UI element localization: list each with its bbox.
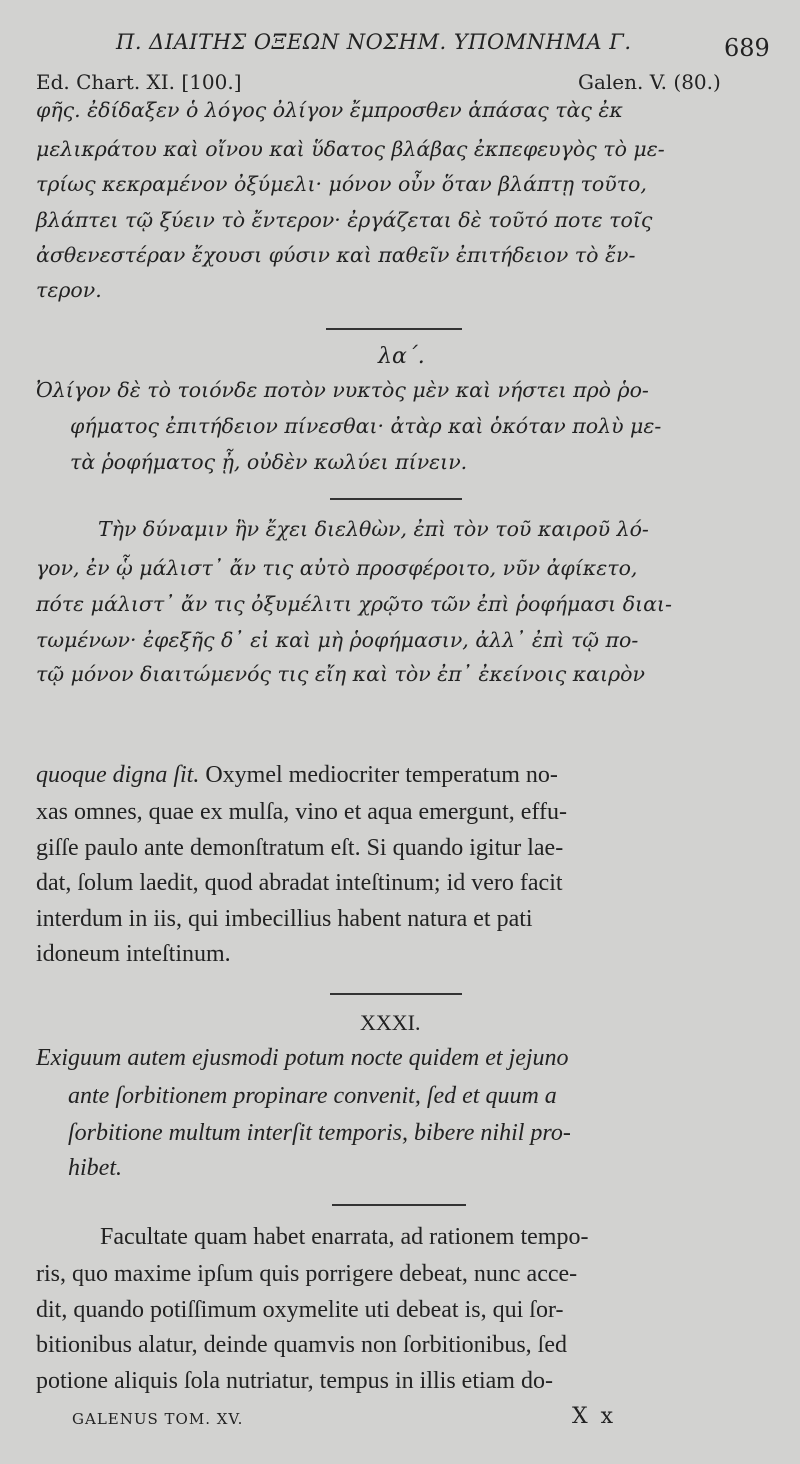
latin-italic-line: ſorbitione multum interſit temporis, bibere nihil pro- [68, 1120, 571, 1146]
latin-line-text: Oxymel mediocriter temperatum no- [199, 762, 558, 788]
printer-signature: GALENUS TOM. XV. [72, 1410, 244, 1428]
greek-line: γον, ἐν ᾧ μάλιστ᾽ ἄν τις αὐτὸ προσφέροιτο, νῦν ἀφίκετο, [36, 556, 638, 580]
greek-line: τερον. [36, 278, 102, 302]
greek-line: Τὴν δύναμιν ἣν ἔχει διελθὼν, ἐπὶ τὸν τοῦ καιροῦ λό- [98, 517, 649, 541]
latin-line [36, 762, 558, 789]
latin-line: idoneum inteſtinum. [36, 941, 231, 967]
latin-line: interdum in iis, qui imbecillius habent natura et pati [36, 906, 533, 932]
latin-line: dat, ſolum laedit, quod abradat inteſtinum; id vero facit [36, 870, 563, 896]
greek-line: φῆς. ἐδίδαξεν ὁ λόγος ὀλίγον ἔμπροσθεν ἁπάσας τὰς ἐκ [36, 98, 623, 122]
greek-line: μελικράτου καὶ οἴνου καὶ ὕδατος βλάβας ἐκπεφευγὸς τὸ με- [36, 137, 665, 161]
greek-line: τωμένων· ἐφεξῆς δ᾽ εἰ καὶ μὴ ῥοφήμασιν, ἀλλ᾽ ἐπὶ τῷ πο- [36, 628, 639, 652]
section-divider [332, 1204, 466, 1206]
greek-section-number: λα΄. [378, 344, 425, 369]
greek-line: πότε μάλιστ᾽ ἄν τις ὀξυμέλιτι χρῷτο τῶν ἐπὶ ῥοφήμασι διαι- [36, 592, 672, 616]
section-divider [326, 328, 462, 330]
latin-line: bitionibus alatur, deinde quamvis non ſorbitionibus, ſed [36, 1332, 567, 1358]
latin-italic-line: Exiguum autem ejusmodi potum nocte quidem et jejuno [36, 1045, 569, 1071]
greek-line: Ὀλίγον δὲ τὸ τοιόνδε ποτὸν νυκτὸς μὲν καὶ νήστει πρὸ ῥο- [36, 378, 649, 402]
greek-line: τὰ ῥοφήματος ᾖ, οὐδὲν κωλύει πίνειν. [70, 450, 468, 474]
greek-line: τρίως κεκραμένον ὀξύμελι· μόνον οὖν ὅταν βλάπτῃ τοῦτο, [36, 172, 647, 196]
greek-line: βλάπτει τῷ ξύειν τὸ ἔντερον· ἐργάζεται δὲ τοῦτό ποτε τοῖς [36, 208, 653, 232]
latin-section-number: XXXI. [360, 1010, 421, 1035]
latin-line: ris, quo maxime ipſum quis porrigere debeat, nunc acce- [36, 1261, 578, 1287]
latin-line: xas omnes, quae ex mulſa, vino et aqua emergunt, effu- [36, 799, 567, 825]
latin-line: dit, quando potiſſimum oxymelite uti debeat is, qui ſor- [36, 1297, 564, 1323]
latin-continuation-italic: quoque digna ſit. [36, 762, 200, 788]
greek-line: ἀσθενεστέραν ἔχουσι φύσιν καὶ παθεῖν ἐπιτήδειον τὸ ἔν- [36, 243, 636, 267]
latin-italic-line: hibet. [68, 1155, 122, 1181]
edition-reference-left: Ed. Chart. XI. [100.] [36, 70, 242, 94]
page-number: 689 [724, 34, 770, 62]
latin-line: potione aliquis ſola nutriatur, tempus in illis etiam do- [36, 1368, 553, 1394]
latin-line: giſſe paulo ante demonſtratum eſt. Si quando igitur lae- [36, 835, 564, 861]
running-title: Π. ΔΙΑΙΤΗΣ ΟΞΕΩΝ ΝΟΣΗΜ. ΥΠΟΜΝΗΜΑ Γ. [116, 30, 632, 54]
greek-line: τῷ μόνον διαιτώμενός τις εἴη καὶ τὸν ἐπ᾽ ἐκείνοις καιρὸν [36, 662, 645, 686]
edition-reference-right: Galen. V. (80.) [578, 70, 721, 94]
latin-italic-line: ante ſorbitionem propinare convenit, ſed et quum a [68, 1083, 557, 1109]
section-divider [330, 993, 462, 995]
section-divider [330, 498, 462, 500]
greek-line: φήματος ἐπιτήδειον πίνεσθαι· ἀτὰρ καὶ ὁκόταν πολὺ με- [70, 414, 662, 438]
sheet-mark: X x [572, 1404, 617, 1429]
latin-line: Facultate quam habet enarrata, ad rationem tempo- [100, 1224, 589, 1250]
